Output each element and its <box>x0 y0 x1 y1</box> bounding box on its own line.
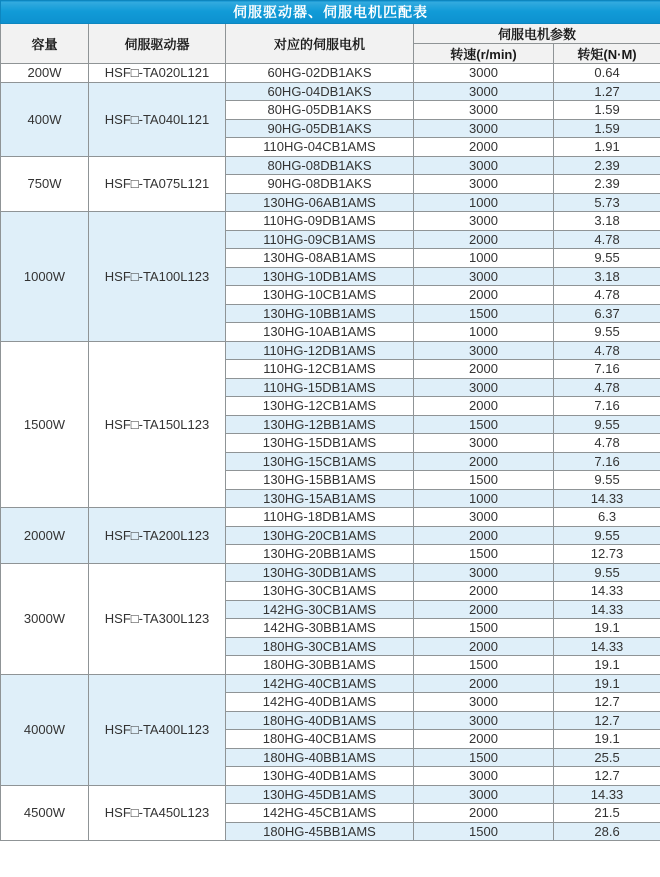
motor-cell: 130HG-30CB1AMS <box>226 582 414 601</box>
torque-cell: 2.39 <box>554 175 660 194</box>
torque-cell: 6.37 <box>554 304 660 323</box>
table-row <box>1 785 660 804</box>
driver-cell: HSF□-TA300L123 <box>89 563 226 674</box>
column-header-torque: 转矩(N·M) <box>554 44 660 64</box>
column-header-motor: 对应的伺服电机 <box>226 24 414 64</box>
torque-cell: 9.55 <box>554 249 660 268</box>
table-row <box>1 341 660 360</box>
capacity-cell: 750W <box>1 156 89 212</box>
table-row <box>1 82 660 101</box>
torque-cell: 4.78 <box>554 286 660 305</box>
motor-cell: 130HG-15BB1AMS <box>226 471 414 490</box>
capacity-cell: 4000W <box>1 674 89 785</box>
speed-cell: 3000 <box>414 693 554 712</box>
motor-cell: 130HG-10CB1AMS <box>226 286 414 305</box>
speed-cell: 3000 <box>414 267 554 286</box>
speed-cell: 1500 <box>414 619 554 638</box>
torque-cell: 9.55 <box>554 415 660 434</box>
driver-cell: HSF□-TA150L123 <box>89 341 226 508</box>
speed-cell: 1000 <box>414 193 554 212</box>
motor-cell: 110HG-04CB1AMS <box>226 138 414 157</box>
motor-cell: 130HG-45DB1AMS <box>226 785 414 804</box>
capacity-cell: 4500W <box>1 785 89 841</box>
speed-cell: 2000 <box>414 582 554 601</box>
speed-cell: 1500 <box>414 304 554 323</box>
speed-cell: 3000 <box>414 785 554 804</box>
table-row <box>1 563 660 582</box>
speed-cell: 2000 <box>414 600 554 619</box>
speed-cell: 3000 <box>414 341 554 360</box>
torque-cell: 21.5 <box>554 804 660 823</box>
speed-cell: 3000 <box>414 175 554 194</box>
capacity-cell: 200W <box>1 64 89 83</box>
motor-cell: 130HG-10BB1AMS <box>226 304 414 323</box>
driver-cell: HSF□-TA020L121 <box>89 64 226 83</box>
speed-cell: 3000 <box>414 101 554 120</box>
torque-cell: 14.33 <box>554 600 660 619</box>
torque-cell: 3.18 <box>554 267 660 286</box>
torque-cell: 4.78 <box>554 341 660 360</box>
speed-cell: 3000 <box>414 119 554 138</box>
column-header-motor-params: 伺服电机参数 <box>414 24 660 44</box>
speed-cell: 3000 <box>414 212 554 231</box>
speed-cell: 2000 <box>414 360 554 379</box>
torque-cell: 0.64 <box>554 64 660 83</box>
motor-cell: 142HG-45CB1AMS <box>226 804 414 823</box>
motor-cell: 142HG-30CB1AMS <box>226 600 414 619</box>
driver-cell: HSF□-TA100L123 <box>89 212 226 342</box>
torque-cell: 1.59 <box>554 101 660 120</box>
driver-cell: HSF□-TA400L123 <box>89 674 226 785</box>
motor-cell: 142HG-30BB1AMS <box>226 619 414 638</box>
motor-cell: 110HG-09DB1AMS <box>226 212 414 231</box>
table-title: 伺服驱动器、伺服电机匹配表 <box>1 1 660 24</box>
torque-cell: 12.7 <box>554 693 660 712</box>
motor-cell: 130HG-30DB1AMS <box>226 563 414 582</box>
table-row <box>1 212 660 231</box>
header-row-top <box>1 24 660 44</box>
driver-cell: HSF□-TA200L123 <box>89 508 226 564</box>
motor-cell: 60HG-02DB1AKS <box>226 64 414 83</box>
speed-cell: 1500 <box>414 545 554 564</box>
speed-cell: 3000 <box>414 767 554 786</box>
motor-cell: 142HG-40CB1AMS <box>226 674 414 693</box>
speed-cell: 3000 <box>414 64 554 83</box>
torque-cell: 1.91 <box>554 138 660 157</box>
torque-cell: 25.5 <box>554 748 660 767</box>
speed-cell: 3000 <box>414 711 554 730</box>
table-row <box>1 64 660 83</box>
speed-cell: 2000 <box>414 286 554 305</box>
motor-cell: 142HG-40DB1AMS <box>226 693 414 712</box>
motor-cell: 110HG-15DB1AMS <box>226 378 414 397</box>
torque-cell: 14.33 <box>554 637 660 656</box>
torque-cell: 1.59 <box>554 119 660 138</box>
speed-cell: 2000 <box>414 230 554 249</box>
table-row <box>1 508 660 527</box>
torque-cell: 4.78 <box>554 378 660 397</box>
speed-cell: 3000 <box>414 378 554 397</box>
motor-cell: 130HG-10AB1AMS <box>226 323 414 342</box>
torque-cell: 9.55 <box>554 526 660 545</box>
capacity-cell: 1000W <box>1 212 89 342</box>
torque-cell: 19.1 <box>554 674 660 693</box>
torque-cell: 9.55 <box>554 323 660 342</box>
torque-cell: 9.55 <box>554 471 660 490</box>
table-header <box>1 1 660 64</box>
column-header-capacity: 容量 <box>1 24 89 64</box>
torque-cell: 14.33 <box>554 582 660 601</box>
torque-cell: 12.7 <box>554 767 660 786</box>
column-header-speed: 转速(r/min) <box>414 44 554 64</box>
speed-cell: 1500 <box>414 471 554 490</box>
speed-cell: 1500 <box>414 656 554 675</box>
torque-cell: 4.78 <box>554 230 660 249</box>
torque-cell: 14.33 <box>554 489 660 508</box>
driver-cell: HSF□-TA075L121 <box>89 156 226 212</box>
speed-cell: 2000 <box>414 637 554 656</box>
torque-cell: 12.73 <box>554 545 660 564</box>
motor-cell: 90HG-05DB1AKS <box>226 119 414 138</box>
speed-cell: 1000 <box>414 249 554 268</box>
torque-cell: 7.16 <box>554 452 660 471</box>
speed-cell: 2000 <box>414 674 554 693</box>
torque-cell: 5.73 <box>554 193 660 212</box>
driver-cell: HSF□-TA450L123 <box>89 785 226 841</box>
motor-cell: 180HG-40CB1AMS <box>226 730 414 749</box>
torque-cell: 2.39 <box>554 156 660 175</box>
speed-cell: 2000 <box>414 804 554 823</box>
speed-cell: 2000 <box>414 452 554 471</box>
driver-cell: HSF□-TA040L121 <box>89 82 226 156</box>
motor-cell: 110HG-12DB1AMS <box>226 341 414 360</box>
motor-cell: 130HG-06AB1AMS <box>226 193 414 212</box>
torque-cell: 7.16 <box>554 360 660 379</box>
capacity-cell: 2000W <box>1 508 89 564</box>
torque-cell: 28.6 <box>554 822 660 841</box>
capacity-cell: 400W <box>1 82 89 156</box>
match-table-body <box>1 64 660 841</box>
speed-cell: 2000 <box>414 526 554 545</box>
torque-cell: 19.1 <box>554 656 660 675</box>
torque-cell: 1.27 <box>554 82 660 101</box>
motor-cell: 130HG-10DB1AMS <box>226 267 414 286</box>
motor-cell: 180HG-40DB1AMS <box>226 711 414 730</box>
motor-cell: 180HG-45BB1AMS <box>226 822 414 841</box>
motor-cell: 130HG-15CB1AMS <box>226 452 414 471</box>
torque-cell: 14.33 <box>554 785 660 804</box>
capacity-cell: 3000W <box>1 563 89 674</box>
motor-cell: 180HG-30CB1AMS <box>226 637 414 656</box>
speed-cell: 3000 <box>414 563 554 582</box>
title-row <box>1 1 660 24</box>
torque-cell: 4.78 <box>554 434 660 453</box>
motor-cell: 110HG-12CB1AMS <box>226 360 414 379</box>
speed-cell: 3000 <box>414 508 554 527</box>
torque-cell: 7.16 <box>554 397 660 416</box>
table-row <box>1 156 660 175</box>
torque-cell: 12.7 <box>554 711 660 730</box>
speed-cell: 1000 <box>414 489 554 508</box>
speed-cell: 2000 <box>414 138 554 157</box>
motor-cell: 90HG-08DB1AKS <box>226 175 414 194</box>
motor-cell: 180HG-40BB1AMS <box>226 748 414 767</box>
speed-cell: 1000 <box>414 323 554 342</box>
speed-cell: 2000 <box>414 397 554 416</box>
motor-cell: 130HG-12CB1AMS <box>226 397 414 416</box>
motor-cell: 110HG-09CB1AMS <box>226 230 414 249</box>
motor-cell: 130HG-40DB1AMS <box>226 767 414 786</box>
motor-cell: 80HG-05DB1AKS <box>226 101 414 120</box>
motor-cell: 130HG-15AB1AMS <box>226 489 414 508</box>
torque-cell: 3.18 <box>554 212 660 231</box>
speed-cell: 3000 <box>414 156 554 175</box>
speed-cell: 1500 <box>414 748 554 767</box>
capacity-cell: 1500W <box>1 341 89 508</box>
motor-cell: 110HG-18DB1AMS <box>226 508 414 527</box>
motor-cell: 130HG-15DB1AMS <box>226 434 414 453</box>
torque-cell: 19.1 <box>554 619 660 638</box>
motor-cell: 60HG-04DB1AKS <box>226 82 414 101</box>
column-header-driver: 伺服驱动器 <box>89 24 226 64</box>
speed-cell: 3000 <box>414 82 554 101</box>
motor-cell: 180HG-30BB1AMS <box>226 656 414 675</box>
motor-cell: 80HG-08DB1AKS <box>226 156 414 175</box>
motor-cell: 130HG-20CB1AMS <box>226 526 414 545</box>
motor-cell: 130HG-20BB1AMS <box>226 545 414 564</box>
motor-cell: 130HG-08AB1AMS <box>226 249 414 268</box>
torque-cell: 6.3 <box>554 508 660 527</box>
torque-cell: 9.55 <box>554 563 660 582</box>
motor-cell: 130HG-12BB1AMS <box>226 415 414 434</box>
speed-cell: 2000 <box>414 730 554 749</box>
speed-cell: 3000 <box>414 434 554 453</box>
speed-cell: 1500 <box>414 415 554 434</box>
torque-cell: 19.1 <box>554 730 660 749</box>
table-row <box>1 674 660 693</box>
speed-cell: 1500 <box>414 822 554 841</box>
